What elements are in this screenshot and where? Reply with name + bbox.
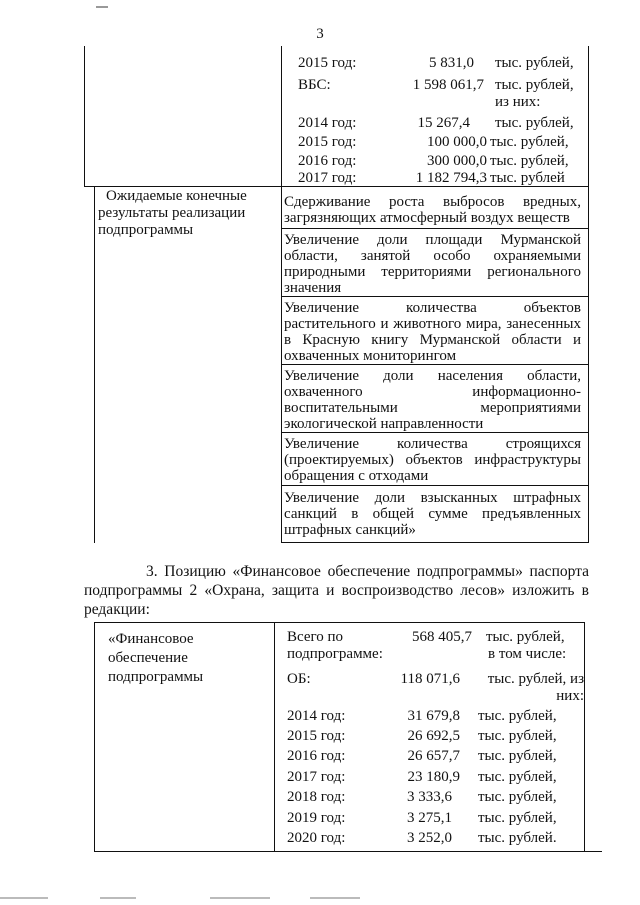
ob-value: 118 071,6: [400, 671, 460, 687]
row-unit: тыс. рублей,: [490, 134, 569, 150]
total-unit: [486, 629, 566, 663]
table-border: [281, 228, 589, 229]
table-border: [588, 46, 589, 543]
total-label-line: Всего по: [287, 629, 344, 645]
year-unit: тыс. рублей,: [478, 728, 557, 744]
year-label: 2014 год:: [287, 708, 346, 724]
result-line: экологической направленности: [284, 416, 484, 432]
ob-unit: [478, 671, 584, 705]
table-border: [281, 485, 589, 486]
total-value: 568 405,7: [412, 629, 472, 645]
year-unit: тыс. рублей,: [478, 708, 557, 724]
total-unit-line: тыс. рублей,: [486, 629, 565, 645]
row-value: 1 598 061,7: [412, 77, 484, 93]
row-value: 15 267,4: [417, 115, 470, 131]
result-line: (проектируемых) объектов инфраструктуры: [284, 452, 581, 468]
result-line: штрафных санкций»: [284, 522, 416, 538]
results-label: [98, 188, 280, 239]
year-value: 31 679,8: [407, 708, 460, 724]
result-cell: [284, 300, 581, 364]
scan-mark: [100, 897, 136, 899]
year-value: 3 252,0: [407, 830, 452, 846]
result-line: Увеличение доли площади Мурманской: [284, 232, 581, 248]
row-value: 5 831,0: [429, 55, 474, 71]
result-line: воспитательными мероприятиями: [284, 400, 581, 416]
table-border: [281, 296, 589, 297]
row-label: 2016 год:: [298, 153, 357, 169]
table-border: [94, 851, 602, 852]
amendment-paragraph: [84, 562, 589, 619]
year-label: 2020 год:: [287, 830, 346, 846]
results-label-line: подпрограммы: [98, 222, 194, 238]
year-unit: тыс. рублей,: [478, 769, 557, 785]
year-label: 2017 год:: [287, 769, 346, 785]
paragraph-line: редакции:: [84, 601, 150, 618]
scan-mark: [0, 897, 48, 899]
ob-unit-line: них:: [556, 688, 584, 704]
financing-label-line: обеспечение: [108, 650, 188, 666]
total-label: [287, 629, 383, 663]
row-label: 2014 год:: [298, 115, 357, 131]
year-unit: тыс. рублей,: [478, 748, 557, 764]
result-cell: [284, 436, 581, 484]
row-label: 2015 год:: [298, 55, 357, 71]
page-number: 3: [316, 26, 324, 42]
paragraph-line: 3. Позицию «Финансовое обеспечение подпрограммы» паспорта: [146, 563, 589, 580]
result-line: Сдерживание роста выбросов вредных,: [284, 194, 581, 210]
table-border: [281, 542, 589, 543]
result-line: области, занятой особо охраняемыми: [284, 248, 581, 264]
year-value: 3 275,1: [407, 810, 452, 826]
year-value: 3 333,6: [407, 789, 452, 805]
table-border: [94, 622, 584, 623]
table-border: [281, 432, 589, 433]
ob-label: ОБ:: [287, 671, 311, 687]
financing-label-line: подпрограммы: [108, 669, 204, 685]
results-label-line: Ожидаемые конечные: [106, 188, 247, 204]
result-line: Увеличение доли населения области,: [284, 368, 581, 384]
table-border: [281, 364, 589, 365]
result-cell: [284, 368, 581, 432]
row-unit: тыс. рублей,: [495, 115, 574, 131]
row-value: 100 000,0: [427, 134, 487, 150]
result-cell: [284, 490, 581, 538]
row-label: 2015 год:: [298, 134, 357, 150]
row-unit: из них:: [495, 94, 541, 110]
row-label: 2017 год:: [298, 170, 357, 186]
table-border: [281, 46, 282, 543]
total-unit-line: в том числе:: [488, 646, 567, 662]
result-line: охваченного информационно-: [284, 384, 581, 400]
year-unit: тыс. рублей,: [478, 810, 557, 826]
year-unit: тыс. рублей,: [478, 789, 557, 805]
passport-table-2: [94, 622, 602, 852]
result-line: природными территориями регионального: [284, 264, 581, 280]
ob-unit-line: тыс. рублей, из: [487, 671, 584, 687]
row-unit: тыс. рублей,: [495, 55, 574, 71]
table-border: [584, 622, 585, 852]
result-line: охваченных мониторингом: [284, 348, 457, 364]
year-value: 26 657,7: [407, 748, 460, 764]
financing-label: [108, 630, 203, 687]
paragraph-line: подпрограммы 2 «Охрана, защита и воспроизводство лесов» изложить в: [84, 582, 589, 599]
result-cell: [284, 232, 581, 296]
result-line: Увеличение доли взысканных штрафных: [284, 490, 581, 506]
year-label: 2018 год:: [287, 789, 346, 805]
year-value: 23 180,9: [407, 769, 460, 785]
row-unit: тыс. рублей,: [490, 153, 569, 169]
table-border: [94, 186, 95, 543]
year-label: 2015 год:: [287, 728, 346, 744]
row-value: 300 000,0: [427, 153, 487, 169]
result-line: обращения с отходами: [284, 468, 429, 484]
table-border: [274, 622, 275, 852]
result-line: значения: [284, 280, 342, 296]
year-label: 2019 год:: [287, 810, 346, 826]
table-border: [84, 46, 85, 186]
result-cell: [284, 194, 581, 226]
table-border: [94, 622, 95, 852]
total-label-line: подпрограмме:: [287, 646, 383, 662]
passport-table-1: [84, 46, 589, 543]
result-line: в Красную книгу Мурманской области и: [284, 332, 581, 348]
row-unit: тыс. рублей: [490, 170, 565, 186]
result-line: загрязняющих атмосферный воздух веществ: [284, 210, 570, 226]
result-line: санкций в общей сумме предъявленных: [284, 506, 581, 522]
year-value: 26 692,5: [407, 728, 460, 744]
year-label: 2016 год:: [287, 748, 346, 764]
row-unit: тыс. рублей,: [495, 77, 574, 93]
scan-mark: [210, 897, 270, 899]
result-line: растительного и животного мира, занесенных: [284, 316, 581, 332]
year-unit: тыс. рублей.: [478, 830, 557, 846]
row-value: 1 182 794,3: [415, 170, 487, 186]
scan-mark: [310, 897, 360, 899]
result-line: Увеличение количества строящихся: [284, 436, 581, 452]
scan-mark: [96, 6, 108, 8]
financing-label-line: «Финансовое: [108, 631, 194, 647]
result-line: Увеличение количества объектов: [284, 300, 581, 316]
results-label-line: результаты реализации: [98, 205, 246, 221]
row-label: ВБС:: [298, 77, 331, 93]
